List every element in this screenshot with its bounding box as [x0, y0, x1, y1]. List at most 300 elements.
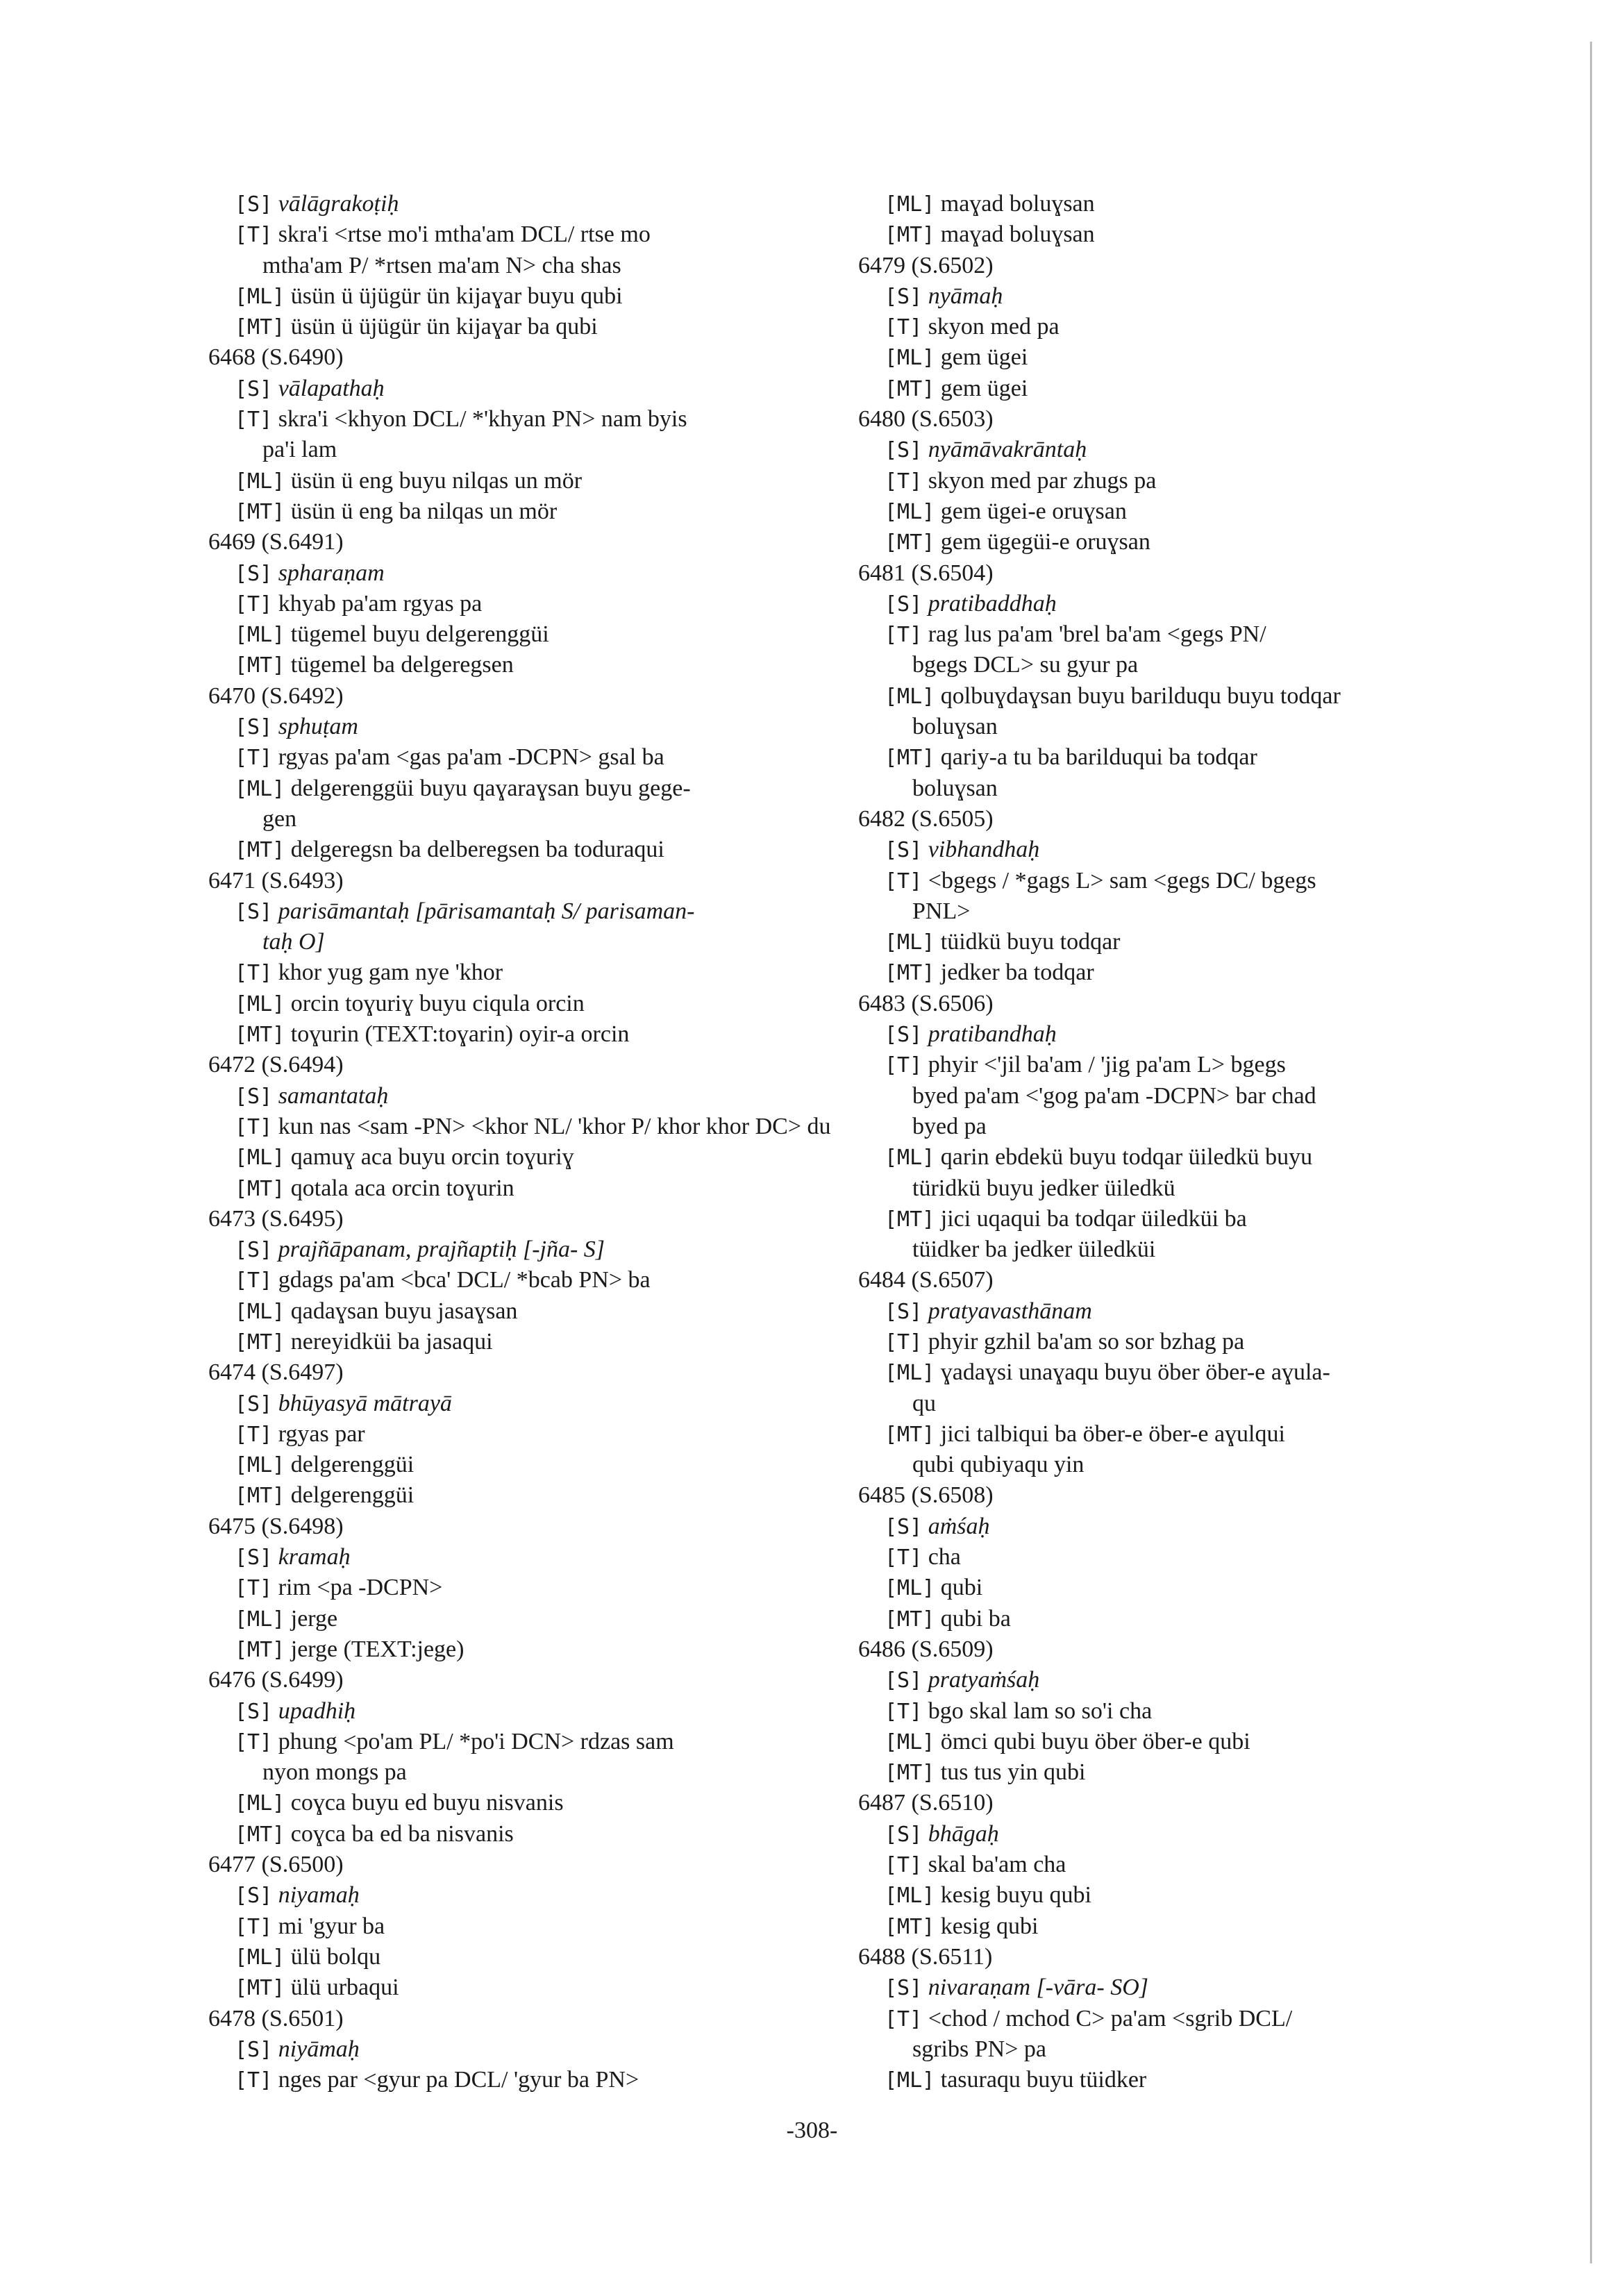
field-text: mi 'gyur ba	[278, 1913, 385, 1939]
field-tag: [T]	[885, 1053, 923, 1078]
entry-number	[208, 1665, 833, 1695]
entry-field	[858, 466, 1497, 496]
field-tag: [MT]	[885, 223, 935, 248]
field-text: skra'i <khyon DCL/ *'khyan PN> nam byis	[278, 406, 687, 433]
field-text: qubi	[940, 1575, 983, 1601]
field-text: tüidker ba jedker üiledküi	[912, 1237, 1156, 1263]
field-text: maɣad boluɣsan	[940, 191, 1095, 217]
entry-field	[858, 2065, 1497, 2095]
field-text: upadhiḥ	[278, 1698, 356, 1724]
entry-field	[208, 773, 833, 804]
entry-field	[858, 1727, 1497, 1757]
field-text: tus tus yin qubi	[940, 1759, 1086, 1786]
entry-field	[208, 2034, 833, 2065]
entry-line-continued	[208, 1757, 833, 1788]
field-text: delgerenggüi	[290, 1452, 415, 1478]
entry-field	[858, 219, 1497, 250]
field-text: skyon med par zhugs pa	[928, 467, 1157, 494]
field-tag: [ML]	[235, 1299, 285, 1324]
field-text: 6478 (S.6501)	[208, 2005, 344, 2031]
entry-field	[208, 374, 833, 404]
entry-field	[208, 989, 833, 1019]
field-text: 6481 (S.6504)	[858, 560, 994, 586]
field-text: delgerenggüi	[290, 1482, 415, 1509]
field-text: 6476 (S.6499)	[208, 1667, 344, 1693]
entry-field	[858, 435, 1497, 465]
field-tag: [MT]	[235, 1637, 285, 1662]
field-text: qolbuɣdaɣsan buyu barilduqu buyu todqar	[940, 682, 1341, 709]
field-tag: [MT]	[235, 1976, 285, 2001]
entry-field	[208, 404, 833, 435]
field-text: 6475 (S.6498)	[208, 1513, 344, 1539]
field-text: ɣadaɣsi unaɣaqu buyu öber öber-e aɣula-	[940, 1359, 1330, 1386]
entry-field	[858, 1142, 1497, 1173]
field-text: vibhandhaḥ	[928, 837, 1040, 863]
entry-field	[858, 1019, 1497, 1050]
entry-line-continued	[858, 773, 1497, 804]
field-tag: [MT]	[885, 1422, 935, 1447]
entry-field	[858, 619, 1497, 650]
entry-line-continued	[858, 896, 1497, 927]
field-tag: [ML]	[885, 684, 935, 709]
field-tag: [ML]	[235, 1453, 285, 1478]
field-text: delgerenggüi buyu qaɣaraɣsan buyu gege-	[290, 775, 691, 801]
field-tag: [T]	[235, 961, 273, 986]
entry-field	[858, 1542, 1497, 1573]
field-text: PNL>	[912, 898, 971, 924]
entry-field	[208, 1389, 833, 1419]
field-text: skra'i <rtse mo'i mtha'am DCL/ rtse mo	[278, 221, 651, 248]
field-tag: [ML]	[235, 1607, 285, 1632]
field-tag: [T]	[235, 1114, 273, 1139]
field-tag: [ML]	[885, 499, 935, 524]
entry-field	[208, 835, 833, 865]
field-tag: [ML]	[885, 1146, 935, 1171]
field-text: coɣca ba ed ba nisvanis	[290, 1820, 514, 1847]
field-tag: [S]	[885, 1822, 923, 1847]
field-tag: [MT]	[885, 746, 935, 771]
field-text: tasuraqu buyu tüidker	[940, 2067, 1147, 2093]
entry-number	[858, 1788, 1497, 1818]
field-text: 6471 (S.6493)	[208, 867, 344, 894]
entry-line-continued	[208, 804, 833, 835]
field-text: 6477 (S.6500)	[208, 1852, 344, 1878]
entry-line-continued	[208, 435, 833, 465]
field-text: qadaɣsan buyu jasaɣsan	[290, 1298, 518, 1324]
field-text: bhāgaḥ	[928, 1820, 999, 1847]
field-text: gem ügei	[940, 344, 1028, 371]
field-text: 6468 (S.6490)	[208, 344, 344, 371]
entry-line-continued	[858, 1450, 1497, 1480]
field-tag: [S]	[235, 1238, 273, 1263]
field-tag: [MT]	[235, 838, 285, 863]
entry-field	[208, 1142, 833, 1173]
entry-field	[858, 1296, 1497, 1327]
field-text: rgyas pa'am <gas pa'am -DCPN> gsal ba	[278, 744, 664, 771]
entry-field	[208, 1450, 833, 1480]
field-tag: [ML]	[235, 284, 285, 309]
field-text: kesig buyu qubi	[940, 1882, 1091, 1909]
entry-number	[208, 342, 833, 373]
field-tag: [MT]	[235, 315, 285, 340]
entry-number	[208, 1050, 833, 1080]
field-tag: [T]	[235, 1422, 273, 1447]
entry-number	[208, 681, 833, 712]
entry-number	[858, 989, 1497, 1019]
entry-field	[208, 1819, 833, 1850]
field-text: prajñāpanam, prajñaptiḥ [-jña- S]	[278, 1237, 605, 1263]
field-tag: [T]	[885, 469, 923, 494]
field-text: türidkü buyu jedker üiledkü	[912, 1175, 1175, 1201]
field-tag: [ML]	[235, 469, 285, 494]
field-text: qubi qubiyaqu yin	[912, 1452, 1085, 1478]
field-tag: [ML]	[235, 776, 285, 801]
entry-field	[208, 466, 833, 496]
field-text: bgo skal lam so so'i cha	[928, 1698, 1153, 1724]
field-text: nyon mongs pa	[262, 1759, 407, 1786]
field-tag: [MT]	[235, 1330, 285, 1355]
field-text: ömci qubi buyu öber öber-e qubi	[940, 1728, 1250, 1754]
field-tag: [T]	[885, 869, 923, 894]
entry-field	[208, 1327, 833, 1357]
field-text: <chod / mchod C> pa'am <sgrib DCL/	[928, 2005, 1293, 2031]
field-tag: [T]	[235, 1914, 273, 1939]
field-text: phyir <'jil ba'am / 'jig pa'am L> bgegs	[928, 1052, 1286, 1078]
entry-number	[208, 1850, 833, 1880]
entry-field	[858, 2004, 1497, 2034]
field-text: pratyavasthānam	[928, 1298, 1092, 1324]
entry-line-continued	[858, 650, 1497, 680]
field-text: tüidkü buyu todqar	[940, 929, 1121, 955]
scan-edge-line	[1590, 42, 1592, 2263]
entry-field	[858, 835, 1497, 865]
field-tag: [ML]	[885, 1884, 935, 1909]
field-text: ülü urbaqui	[290, 1975, 399, 2001]
field-text: gem ügei	[940, 375, 1028, 401]
entry-field	[208, 1972, 833, 2003]
entry-field	[858, 927, 1497, 957]
field-text: rag lus pa'am 'brel ba'am <gegs PN/	[928, 621, 1266, 648]
field-tag: [S]	[885, 1514, 923, 1539]
entry-line-continued	[858, 2034, 1497, 2065]
entry-field	[208, 1081, 833, 1112]
field-tag: [MT]	[885, 961, 935, 986]
field-text: tügemel buyu delgerenggüi	[290, 621, 549, 648]
entry-field	[208, 281, 833, 312]
entry-field	[858, 1819, 1497, 1850]
field-tag: [MT]	[235, 1176, 285, 1201]
field-text: coɣca buyu ed buyu nisvanis	[290, 1790, 564, 1816]
entry-line-continued	[208, 251, 833, 281]
entry-number	[858, 404, 1497, 435]
field-text: sgribs PN> pa	[912, 2036, 1046, 2062]
field-text: maɣad boluɣsan	[940, 221, 1095, 248]
field-text: parisāmantaḥ [pārisamantaḥ S/ parisaman-	[278, 898, 695, 924]
entry-field	[208, 1573, 833, 1603]
field-tag: [S]	[885, 1299, 923, 1324]
field-text: nyāmāvakrāntaḥ	[928, 437, 1087, 463]
entry-field	[208, 619, 833, 650]
field-tag: [T]	[235, 592, 273, 617]
field-text: ülü bolqu	[290, 1943, 381, 1970]
entry-field	[858, 1204, 1497, 1234]
field-text: 6482 (S.6505)	[858, 805, 994, 832]
field-text: pratibaddhaḥ	[928, 590, 1057, 617]
field-tag: [ML]	[885, 2068, 935, 2093]
entry-number	[208, 1357, 833, 1388]
entry-line-continued	[858, 1112, 1497, 1142]
field-text: <bgegs / *gags L> sam <gegs DC/ bgegs	[928, 867, 1316, 894]
field-tag: [T]	[885, 1330, 923, 1355]
entry-number	[208, 1511, 833, 1542]
field-tag: [T]	[235, 746, 273, 771]
field-text: samantataḥ	[278, 1082, 389, 1109]
field-text: kesig qubi	[940, 1913, 1039, 1939]
entry-field	[208, 896, 833, 927]
field-tag: [T]	[885, 1853, 923, 1878]
right-column	[858, 189, 1497, 2095]
field-text: 6484 (S.6507)	[858, 1267, 994, 1293]
entry-field	[208, 1296, 833, 1327]
entry-field	[858, 1911, 1497, 1942]
field-tag: [ML]	[235, 623, 285, 648]
field-text: nivaraṇam [-vāra- SO]	[928, 1975, 1148, 2001]
field-text: rgyas par	[278, 1421, 365, 1447]
field-tag: [ML]	[885, 1729, 935, 1754]
field-tag: [T]	[235, 2068, 273, 2093]
entry-field	[208, 1234, 833, 1265]
field-text: nereyidküi ba jasaqui	[290, 1328, 493, 1355]
entry-field	[208, 312, 833, 342]
field-tag: [S]	[235, 1545, 273, 1570]
entry-field	[858, 1419, 1497, 1450]
entry-field	[208, 1542, 833, 1573]
entry-number	[208, 2004, 833, 2034]
entry-number	[208, 527, 833, 558]
field-text: pratibandhaḥ	[928, 1021, 1057, 1048]
field-text: jici talbiqui ba öber-e öber-e aɣulqui	[940, 1421, 1285, 1447]
field-text: niyāmaḥ	[278, 2036, 360, 2062]
field-text: 6485 (S.6508)	[858, 1482, 994, 1509]
field-text: qamuɣ aca buyu orcin toɣuriɣ	[290, 1144, 574, 1171]
entry-field	[208, 2065, 833, 2095]
field-text: skal ba'am cha	[928, 1852, 1066, 1878]
field-text: byed pa'am <'gog pa'am -DCPN> bar chad	[912, 1082, 1316, 1109]
field-tag: [S]	[235, 1391, 273, 1416]
field-text: mtha'am P/ *rtsen ma'am N> cha shas	[262, 252, 621, 278]
left-column	[208, 189, 833, 2095]
field-text: phung <po'am PL/ *po'i DCN> rdzas sam	[278, 1728, 674, 1754]
field-text: khyab pa'am rgyas pa	[278, 590, 483, 617]
field-tag: [S]	[235, 376, 273, 401]
field-tag: [ML]	[885, 930, 935, 955]
field-text: toɣurin (TEXT:toɣarin) oyir-a orcin	[290, 1021, 630, 1048]
entry-field	[858, 1327, 1497, 1357]
entry-field	[858, 681, 1497, 712]
field-tag: [ML]	[885, 1576, 935, 1601]
entry-field	[858, 866, 1497, 896]
field-text: üsün ü üjügür ün kijaɣar buyu qubi	[290, 283, 623, 309]
field-text: skyon med pa	[928, 314, 1060, 340]
entry-field	[858, 1757, 1497, 1788]
entry-field	[208, 1788, 833, 1818]
entry-field	[858, 1696, 1497, 1727]
field-text: byed pa	[912, 1113, 987, 1139]
field-tag: [S]	[235, 1699, 273, 1724]
field-tag: [T]	[235, 408, 273, 433]
entry-field	[208, 1727, 833, 1757]
entry-number	[858, 804, 1497, 835]
field-tag: [T]	[885, 315, 923, 340]
field-tag: [T]	[235, 223, 273, 248]
field-text: qu	[912, 1390, 936, 1416]
field-tag: [S]	[885, 284, 923, 309]
entry-field	[858, 189, 1497, 219]
field-text: nges par <gyur pa DCL/ 'gyur ba PN>	[278, 2067, 639, 2093]
entry-field	[858, 957, 1497, 988]
field-text: 6487 (S.6510)	[858, 1790, 994, 1816]
field-text: bhūyasyā mātrayā	[278, 1390, 452, 1416]
field-tag: [T]	[885, 1699, 923, 1724]
field-text: qarin ebdekü buyu todqar üiledkü buyu	[940, 1144, 1313, 1171]
entry-field	[208, 496, 833, 527]
entry-field	[208, 1265, 833, 1296]
entry-number	[858, 1265, 1497, 1296]
field-tag: [S]	[885, 1023, 923, 1048]
entry-field	[208, 742, 833, 773]
field-tag: [T]	[885, 623, 923, 648]
field-text: jedker ba todqar	[940, 960, 1094, 986]
entry-field	[208, 1112, 833, 1142]
entry-field	[858, 496, 1497, 527]
field-text: delgeregsn ba delberegsen ba toduraqui	[290, 837, 664, 863]
field-tag: [S]	[885, 838, 923, 863]
entry-field	[208, 1173, 833, 1204]
field-text: jerge	[290, 1605, 338, 1632]
field-text: pa'i lam	[262, 437, 337, 463]
entry-field	[208, 189, 833, 219]
entry-field	[858, 527, 1497, 558]
entry-field	[208, 957, 833, 988]
entry-field	[208, 1880, 833, 1911]
field-text: 6469 (S.6491)	[208, 529, 344, 555]
entry-field	[208, 219, 833, 250]
field-tag: [S]	[885, 438, 923, 463]
page-number: -308-	[786, 2118, 838, 2143]
entry-field	[858, 281, 1497, 312]
field-tag: [S]	[235, 1084, 273, 1109]
field-text: jerge (TEXT:jege)	[290, 1636, 464, 1662]
field-text: aṁśaḥ	[928, 1513, 990, 1539]
field-tag: [MT]	[235, 499, 285, 524]
entry-field	[858, 742, 1497, 773]
entry-number	[208, 866, 833, 896]
entry-line-continued	[858, 712, 1497, 742]
field-text: vālāgrakoṭiḥ	[278, 191, 399, 217]
field-text: 6474 (S.6497)	[208, 1359, 344, 1386]
field-tag: [MT]	[235, 1822, 285, 1847]
field-text: 6472 (S.6494)	[208, 1052, 344, 1078]
entry-field	[858, 1880, 1497, 1911]
entry-field	[208, 589, 833, 619]
entry-number	[858, 1942, 1497, 1972]
field-text: rim <pa -DCPN>	[278, 1575, 443, 1601]
field-tag: [S]	[235, 192, 273, 217]
field-text: gen	[262, 805, 297, 832]
field-text: sphuṭam	[278, 714, 358, 740]
field-text: qotala aca orcin toɣurin	[290, 1175, 514, 1201]
field-text: üsün ü üjügür ün kijaɣar ba qubi	[290, 314, 598, 340]
field-tag: [ML]	[885, 346, 935, 371]
field-text: orcin toɣuriɣ buyu ciqula orcin	[290, 990, 585, 1016]
field-text: qariy-a tu ba barilduqui ba todqar	[940, 744, 1257, 771]
field-tag: [S]	[885, 1976, 923, 2001]
field-tag: [S]	[235, 899, 273, 924]
entry-field	[858, 1573, 1497, 1603]
field-text: 6486 (S.6509)	[858, 1636, 994, 1662]
entry-field	[858, 374, 1497, 404]
entry-line-continued	[858, 1081, 1497, 1112]
entry-field	[858, 1604, 1497, 1634]
field-text: bgegs DCL> su gyur pa	[912, 652, 1139, 678]
field-tag: [S]	[885, 592, 923, 617]
field-tag: [ML]	[235, 1945, 285, 1970]
entry-line-continued	[858, 1389, 1497, 1419]
field-text: vālapathaḥ	[278, 375, 385, 401]
field-text: kramaḥ	[278, 1544, 351, 1570]
field-text: 6470 (S.6492)	[208, 682, 344, 709]
entry-number	[858, 1480, 1497, 1511]
field-tag: [S]	[235, 715, 273, 740]
entry-field	[858, 312, 1497, 342]
entry-line-continued	[858, 1234, 1497, 1265]
field-text: 6473 (S.6495)	[208, 1205, 344, 1232]
field-tag: [S]	[235, 561, 273, 586]
field-tag: [S]	[235, 2037, 273, 2062]
field-text: pratyaṁśaḥ	[928, 1667, 1040, 1693]
field-tag: [MT]	[885, 530, 935, 555]
entry-number	[858, 1634, 1497, 1665]
field-tag: [ML]	[235, 1146, 285, 1171]
field-tag: [MT]	[235, 1484, 285, 1509]
field-tag: [ML]	[235, 991, 285, 1016]
entry-field	[858, 1357, 1497, 1388]
entry-field	[208, 712, 833, 742]
entry-line-continued	[858, 1173, 1497, 1204]
entry-field	[858, 1511, 1497, 1542]
entry-field	[208, 1019, 833, 1050]
field-text: üsün ü eng buyu nilqas un mör	[290, 467, 583, 494]
field-tag: [MT]	[885, 1607, 935, 1632]
field-text: gem ügegüi-e oruɣsan	[940, 529, 1150, 555]
field-text: gem ügei-e oruɣsan	[940, 498, 1127, 524]
entry-field	[208, 558, 833, 589]
field-text: 6479 (S.6502)	[858, 252, 994, 278]
field-tag: [T]	[885, 2006, 923, 2031]
entry-field	[858, 1850, 1497, 1880]
entry-field	[858, 1972, 1497, 2003]
field-tag: [S]	[885, 1668, 923, 1693]
field-text: 6483 (S.6506)	[858, 990, 994, 1016]
entry-number	[208, 1204, 833, 1234]
field-tag: [MT]	[885, 1761, 935, 1786]
field-text: üsün ü eng ba nilqas un mör	[290, 498, 558, 524]
field-text: gdags pa'am <bca' DCL/ *bcab PN> ba	[278, 1267, 651, 1293]
field-text: cha	[928, 1544, 961, 1570]
field-tag: [S]	[235, 1884, 273, 1909]
entry-field	[208, 1696, 833, 1727]
entry-number	[858, 558, 1497, 589]
